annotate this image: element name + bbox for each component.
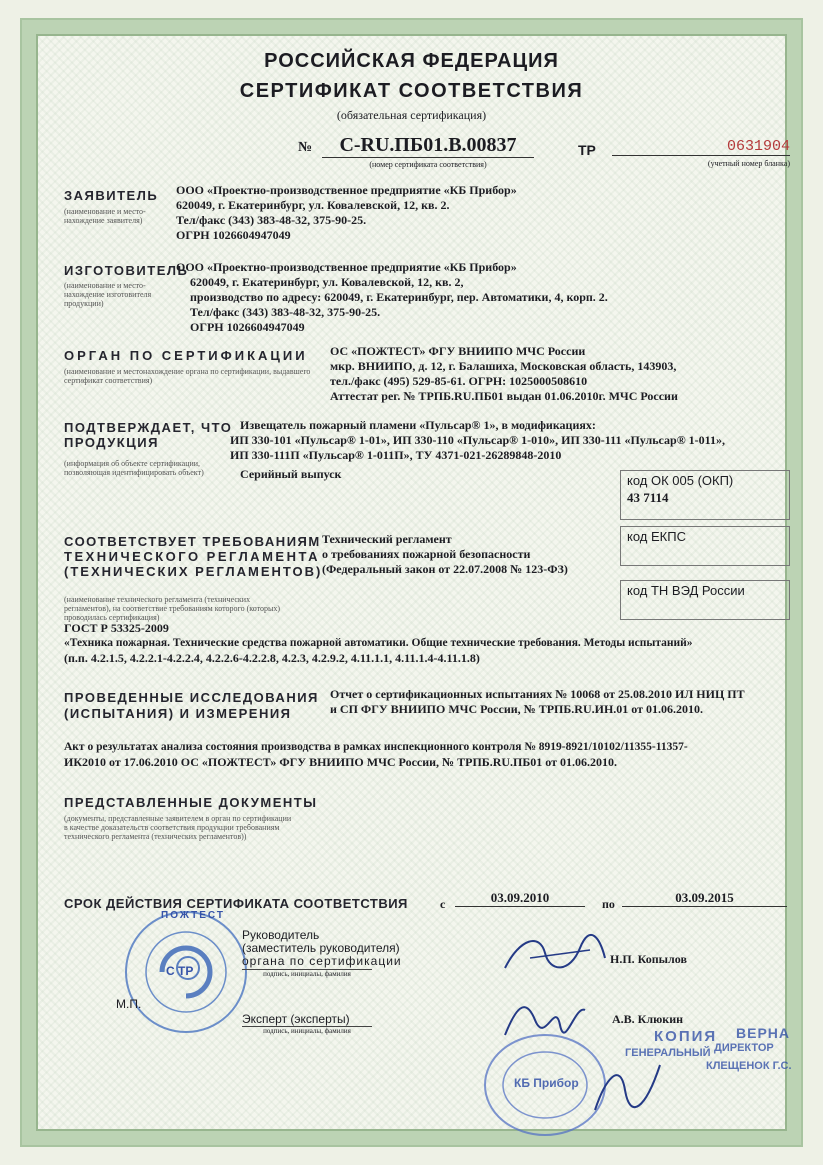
regulations-heading-3: (ТЕХНИЧЕСКИХ РЕГЛАМЕНТОВ) [64,564,323,579]
validity-from-label: с [440,897,446,911]
ekps-code-label: код ЕКПС [627,529,686,544]
regulations-note: (наименование технического регламента (технических регламентов), на соответствие требованиям которого (которых) проводилась сертификация) [64,595,281,622]
gost-number: ГОСТ Р 53325-2009 [64,621,169,635]
product-heading-1: ПОДТВЕРЖДАЕТ, ЧТО [64,420,233,435]
manufacturer-line-2: 620049, г. Екатеринбург, ул. Ковалевской, 12, кв. 2, [190,275,464,289]
tnved-code-box [620,580,790,620]
applicant-line-3: Тел/факс (343) 383-48-32, 375-90-25. [176,213,367,227]
seal-text: ПОЖТЕСТ [161,910,225,921]
head-name: Н.П. Копылов [610,952,687,966]
validity-to-label: по [602,897,615,911]
documents-note: (документы, представленные заявителем в орган по сертификации в качестве доказательств соответствия продукции требованиям технического регламента (технических регламентов)) [64,814,292,841]
blank-number-note: (учетный номер бланка) [707,159,790,168]
cert-number-note: (номер сертификата соответствия) [369,160,487,169]
research-line-2: и СП ФГУ ВНИИПО МЧС России, № ТРПБ.RU.ИН.01 от 01.06.2010. [330,702,704,716]
country-title: РОССИЙСКАЯ ФЕДЕРАЦИЯ [264,50,559,72]
product-line-2: ИП 330-101 «Пульсар® 1-01», ИП 330-110 «Пульсар® 1-010», ИП 330-111 «Пульсар® 1-011», [230,433,726,447]
gost-title: «Техника пожарная. Технические средства пожарной автоматики. Общие технические требования. Методы испытаний» [64,637,693,649]
company-stamp-text: КБ Прибор [514,1076,579,1090]
applicant-heading: ЗАЯВИТЕЛЬ [64,188,159,203]
act-line-1: Акт о результатах анализа состояния производства в рамках инспекционного контроля № 8919-8921/10102/11355-11357- [64,741,688,753]
head-sig-note: подпись, инициалы, фамилия [242,969,372,978]
copy-stamp-line-1: КОПИЯ [654,1028,718,1045]
expert-label: Эксперт (эксперты) [242,1012,350,1026]
cert-number: C-RU.ПБ01.В.00837 [322,134,534,158]
documents-heading: ПРЕДСТАВЛЕННЫЕ ДОКУМЕНТЫ [64,795,318,810]
manufacturer-heading: ИЗГОТОВИТЕЛЬ [64,263,189,278]
expert-sig-note: подпись, инициалы, фамилия [242,1026,372,1035]
applicant-line-1: ООО «Проектно-производственное предприятие «КБ Прибор» [176,183,517,197]
product-note: (информация об объекте сертификации, позволяющая идентифицировать объект) [64,459,204,477]
applicant-line-4: ОГРН 1026604947049 [176,228,291,242]
expert-name: А.В. Клюкин [612,1012,684,1026]
research-line-1: Отчет о сертификационных испытаниях № 10068 от 25.08.2010 ИЛ НИЦ ПТ [330,687,745,701]
product-line-4: Серийный выпуск [240,467,342,481]
act-line-2: ИК2010 от 17.06.2010 ОС «ПОЖТЕСТ» ФГУ ВНИИПО МЧС России, № ТРПБ.RU.ПБ01 от 01.06.2010. [64,755,618,769]
regulations-heading-2: ТЕХНИЧЕСКОГО РЕГЛАМЕНТА [64,549,320,564]
regulations-heading-1: СООТВЕТСТВУЕТ ТРЕБОВАНИЯМ [64,534,321,549]
cert-body-line-3: тел./факс (495) 529-85-61. ОГРН: 1025000508610 [330,374,588,388]
copy-signature [590,1050,670,1120]
applicant-note: (наименование и место-нахождение заявителя) [64,207,146,225]
manufacturer-line-5: ОГРН 1026604947049 [190,320,305,334]
copy-stamp-line-3: ГЕНЕРАЛЬНЫЙ [625,1047,711,1059]
head-label-3: органа по сертификации [242,954,402,968]
head-label-2: (заместитель руководителя) [242,941,400,955]
manufacturer-line-4: Тел/факс (343) 383-48-32, 375-90-25. [190,305,381,319]
applicant-line-2: 620049, г. Екатеринбург, ул. Ковалевской, 12, кв. 2. [176,198,450,212]
research-heading-2: (ИСПЫТАНИЯ) И ИЗМЕРЕНИЯ [64,706,292,721]
regulation-line-1: Технический регламент [322,532,452,546]
validity-heading: СРОК ДЕЙСТВИЯ СЕРТИФИКАТА СООТВЕТСТВИЯ [64,896,408,911]
mp-label: М.П. [116,997,142,1011]
cert-body-line-1: ОС «ПОЖТЕСТ» ФГУ ВНИИПО МЧС России [330,344,586,358]
tr-label: ТР [578,142,596,158]
cert-body-line-2: мкр. ВНИИПО, д. 12, г. Балашиха, Московская область, 143903, [330,359,677,373]
tnved-code-label: код ТН ВЭД России [627,583,745,598]
validity-to-date: 03.09.2015 [622,890,787,907]
gost-clauses: (п.п. 4.2.1.5, 4.2.2.1-4.2.2.4, 4.2.2.6-4.2.2.8, 4.2.3, 4.2.9.2, 4.11.1.1, 4.11.1.4-4.11.1.8) [64,651,480,665]
certificate-title: СЕРТИФИКАТ СООТВЕТСТВИЯ [239,80,584,102]
okp-code-value: 43 7114 [627,490,669,505]
regulation-line-3: (Федеральный закон от 22.07.2008 № 123-ФЗ) [322,562,568,576]
product-line-3: ИП 330-111П «Пульсар® 1-011П», ТУ 4371-021-26289848-2010 [230,448,562,462]
okp-code-label: код ОК 005 (ОКП) [627,473,734,488]
manufacturer-note: (наименование и место-нахождение изготовителя продукции) [64,281,152,308]
cert-body-line-4: Аттестат рег. № ТРПБ.RU.ПБ01 выдан 01.06.2010г. МЧС России [330,389,678,403]
research-heading-1: ПРОВЕДЕННЫЕ ИССЛЕДОВАНИЯ [64,690,319,705]
seal-center-text: С ТР [166,964,194,978]
blank-number: 0631904 [612,138,790,156]
cert-body-heading: ОРГАН ПО СЕРТИФИКАЦИИ [64,348,308,363]
ekps-code-box [620,526,790,566]
regulation-line-2: о требованиях пожарной безопасности [322,547,531,561]
product-line-1: Извещатель пожарный пламени «Пульсар® 1», в модификациях: [240,418,596,432]
number-prefix: № [298,140,313,155]
manufacturer-line-3: производство по адресу: 620049, г. Екатеринбург, пер. Автоматики, 4, корп. 2. [190,290,608,304]
manufacturer-line-1: ООО «Проектно-производственное предприятие «КБ Прибор» [176,260,517,274]
head-signature [500,928,610,978]
copy-stamp-line-5: КЛЕЩЕНОК Г.С. [706,1060,792,1072]
copy-stamp-line-2: ВЕРНА [736,1025,791,1041]
validity-from-date: 03.09.2010 [455,890,585,907]
certificate-subtitle: (обязательная сертификация) [336,108,487,122]
okp-code-box [620,470,790,520]
copy-stamp-line-4: ДИРЕКТОР [714,1042,774,1054]
cert-body-note: (наименование и местонахождение органа по сертификации, выдавшего сертификат соответствия) [64,367,311,385]
product-heading-2: ПРОДУКЦИЯ [64,435,159,450]
head-label-1: Руководитель [242,928,320,942]
